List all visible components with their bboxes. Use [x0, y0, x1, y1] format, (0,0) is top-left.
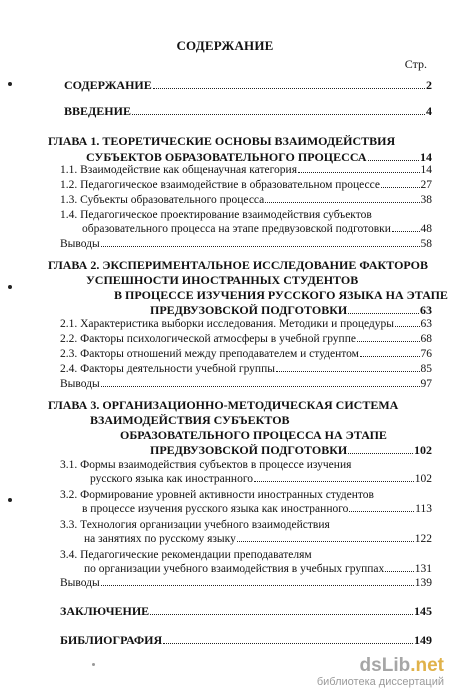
binding-hole-mark	[8, 498, 12, 502]
watermark-subtitle: библиотека диссертаций	[316, 676, 444, 688]
toc-section-2-3[interactable]: 2.3. Факторы отношений между преподавателем и студентом 76	[60, 348, 432, 360]
chapter-3-heading-line3[interactable]: ОБРАЗОВАТЕЛЬНОГО ПРОЦЕССА НА ЭТАПЕ	[120, 428, 387, 442]
binding-hole-mark	[8, 82, 12, 86]
scan-speck	[92, 663, 95, 666]
page-column-label: Стр.	[404, 57, 427, 71]
chapter-2-heading-end[interactable]: ПРЕДВУЗОВСКОЙ ПОДГОТОВКИ 63	[150, 303, 432, 317]
toc-section-1-1[interactable]: 1.1. Взаимодействие как общенаучная категория 14	[60, 164, 432, 176]
toc-section-2-4[interactable]: 2.4. Факторы деятельности учебной группы 85	[60, 363, 432, 375]
page-title: СОДЕРЖАНИЕ	[176, 38, 274, 53]
toc-section-2-1[interactable]: 2.1. Характеристика выборки исследования. Методики и процедуры 63	[60, 318, 432, 330]
toc-conclusions-1[interactable]: Выводы 58	[60, 238, 432, 250]
toc-section-1-4[interactable]: 1.4. Педагогическое проектирование взаимодействия субъектов	[60, 209, 372, 221]
watermark[interactable]	[317, 656, 444, 689]
watermark-logo: dsLib.net	[359, 655, 444, 676]
toc-section-3-3-end[interactable]: на занятиях по русскому языку 122	[84, 533, 432, 545]
toc-section-1-4-end[interactable]: образовательного процесса на этапе предвузовской подготовки 48	[82, 223, 432, 235]
chapter-2-heading-line2[interactable]: УСПЕШНОСТИ ИНОСТРАННЫХ СТУДЕНТОВ	[86, 273, 359, 287]
toc-section-3-1[interactable]: 3.1. Формы взаимодействия субъектов в процессе изучения	[60, 459, 352, 471]
toc-section-3-4-end[interactable]: по организации учебного взаимодействия в учебных группах 131	[84, 563, 432, 575]
chapter-2-heading-line3[interactable]: В ПРОЦЕССЕ ИЗУЧЕНИЯ РУССКОГО ЯЗЫКА НА ЭТАПЕ	[114, 288, 448, 302]
chapter-1-heading-end[interactable]: СУБЪЕКТОВ ОБРАЗОВАТЕЛЬНОГО ПРОЦЕССА 14	[86, 150, 432, 164]
toc-section-1-3[interactable]: 1.3. Субъекты образовательного процесса 38	[60, 194, 432, 206]
toc-entry-conclusion[interactable]: ЗАКЛЮЧЕНИЕ 145	[60, 604, 432, 618]
toc-entry-introduction[interactable]: ВВЕДЕНИЕ 4	[64, 104, 432, 118]
toc-section-2-2[interactable]: 2.2. Факторы психологической атмосферы в учебной группе 68	[60, 333, 432, 345]
toc-conclusions-3[interactable]: Выводы 139	[60, 577, 432, 589]
chapter-3-heading[interactable]: ГЛАВА 3. ОРГАНИЗАЦИОННО-МЕТОДИЧЕСКАЯ СИСТЕМА	[48, 398, 399, 412]
toc-entry-contents[interactable]: СОДЕРЖАНИЕ 2	[64, 78, 432, 92]
toc-section-3-3[interactable]: 3.3. Технология организации учебного взаимодействия	[60, 519, 330, 531]
binding-hole-mark	[8, 285, 12, 289]
chapter-1-heading[interactable]: ГЛАВА 1. ТЕОРЕТИЧЕСКИЕ ОСНОВЫ ВЗАИМОДЕЙСТВИЯ	[48, 134, 396, 148]
chapter-2-heading[interactable]: ГЛАВА 2. ЭКСПЕРИМЕНТАЛЬНОЕ ИССЛЕДОВАНИЕ ФАКТОРОВ	[48, 258, 429, 272]
toc-section-1-2[interactable]: 1.2. Педагогическое взаимодействие в образовательном процессе 27	[60, 179, 432, 191]
toc-section-3-1-end[interactable]: русского языка как иностранного 102	[90, 473, 432, 485]
toc-conclusions-2[interactable]: Выводы 97	[60, 378, 432, 390]
toc-section-3-2-end[interactable]: в процессе изучения русского языка как иностранного 113	[82, 503, 432, 515]
toc-entry-bibliography[interactable]: БИБЛИОГРАФИЯ 149	[60, 633, 432, 647]
chapter-3-heading-end[interactable]: ПРЕДВУЗОВСКОЙ ПОДГОТОВКИ 102	[150, 443, 432, 457]
chapter-3-heading-line2[interactable]: ВЗАИМОДЕЙСТВИЯ СУБЪЕКТОВ	[90, 413, 290, 427]
toc-section-3-4[interactable]: 3.4. Педагогические рекомендации преподавателям	[60, 549, 312, 561]
toc-section-3-2[interactable]: 3.2. Формирование уровней активности иностранных студентов	[60, 489, 374, 501]
